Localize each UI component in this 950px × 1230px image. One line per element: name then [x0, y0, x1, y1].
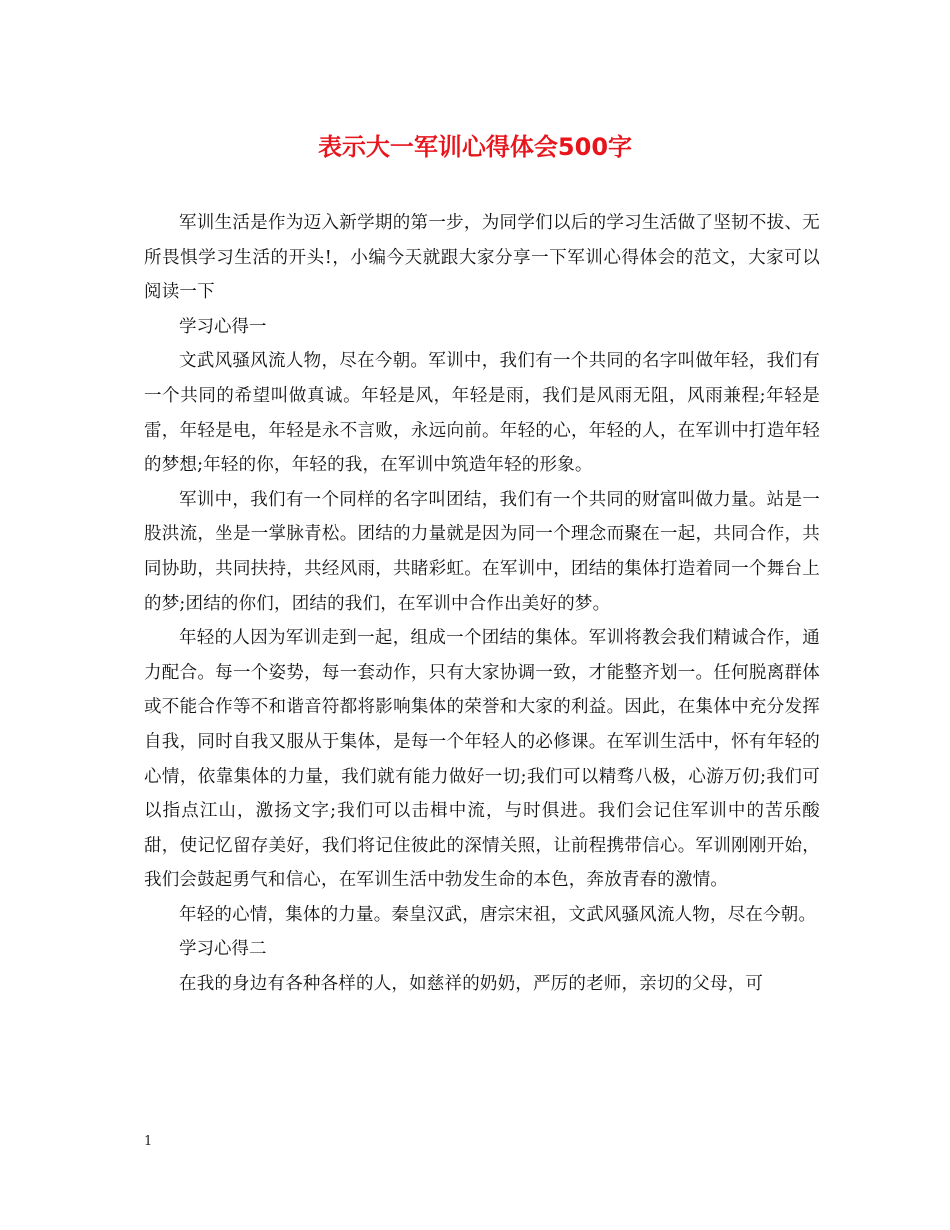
page-number: 1	[144, 1134, 153, 1149]
section-heading-1: 学习心得一	[179, 316, 267, 337]
paragraph: 文武风骚风流人物，尽在今朝。军训中，我们有一个共同的名字叫做年轻，我们有一个共同的希望叫做真诚。年轻是风，年轻是雨，我们是风雨无阻，风雨兼程;年轻是雷，年轻是电，年轻是永不言败，永远向前。年轻的心，年轻的人，在军训中打造年轻的梦想;年轻的你，年轻的我，在军训中筑造年轻的形象。	[144, 351, 820, 476]
document-title: 表示大一军训心得体会500字	[317, 133, 633, 161]
intro-paragraph: 军训生活是作为迈入新学期的第一步，为同学们以后的学习生活做了坚韧不拔、无所畏惧学习生活的开头!，小编今天就跟大家分享一下军训心得体会的范文，大家可以阅读一下	[144, 213, 820, 303]
paragraph: 年轻的人因为军训走到一起，组成一个团结的集体。军训将教会我们精诚合作，通力配合。每一个姿势，每一套动作，只有大家协调一致，才能整齐划一。任何脱离群体或不能合作等不和谐音符都将影响集体的荣誉和大家的利益。因此，在集体中充分发挥自我，同时自我又服从于集体，是每一个年轻人的必修课。在军训生活中，怀有年轻的心情，依靠集体的力量，我们就有能力做好一切;我们可以精骛八极，心游万仞;我们可以指点江山，激扬文字;我们可以击楫中流，与时俱进。我们会记住军训中的苦乐酸甜，使记忆留存美好，我们将记住彼此的深情关照，让前程携带信心。军训刚刚开始，我们会鼓起勇气和信心，在军训生活中勃发生命的本色，奔放青春的激情。	[144, 628, 820, 891]
section-heading-2: 学习心得二	[179, 939, 267, 960]
paragraph: 在我的身边有各种各样的人，如慈祥的奶奶，严厉的老师，亲切的父母，可	[179, 974, 764, 995]
paragraph: 军训中，我们有一个同样的名字叫团结，我们有一个共同的财富叫做力量。站是一股洪流，坐是一掌脉青松。团结的力量就是因为同一个理念而聚在一起，共同合作，共同协助，共同扶持，共经风雨，共睹彩虹。在军训中，团结的集体打造着同一个舞台上的梦;团结的你们，团结的我们，在军训中合作出美好的梦。	[144, 489, 820, 614]
document-body	[144, 206, 820, 1002]
paragraph: 年轻的心情，集体的力量。秦皇汉武，唐宗宋祖，文武风骚风流人物，尽在今朝。	[179, 904, 817, 925]
